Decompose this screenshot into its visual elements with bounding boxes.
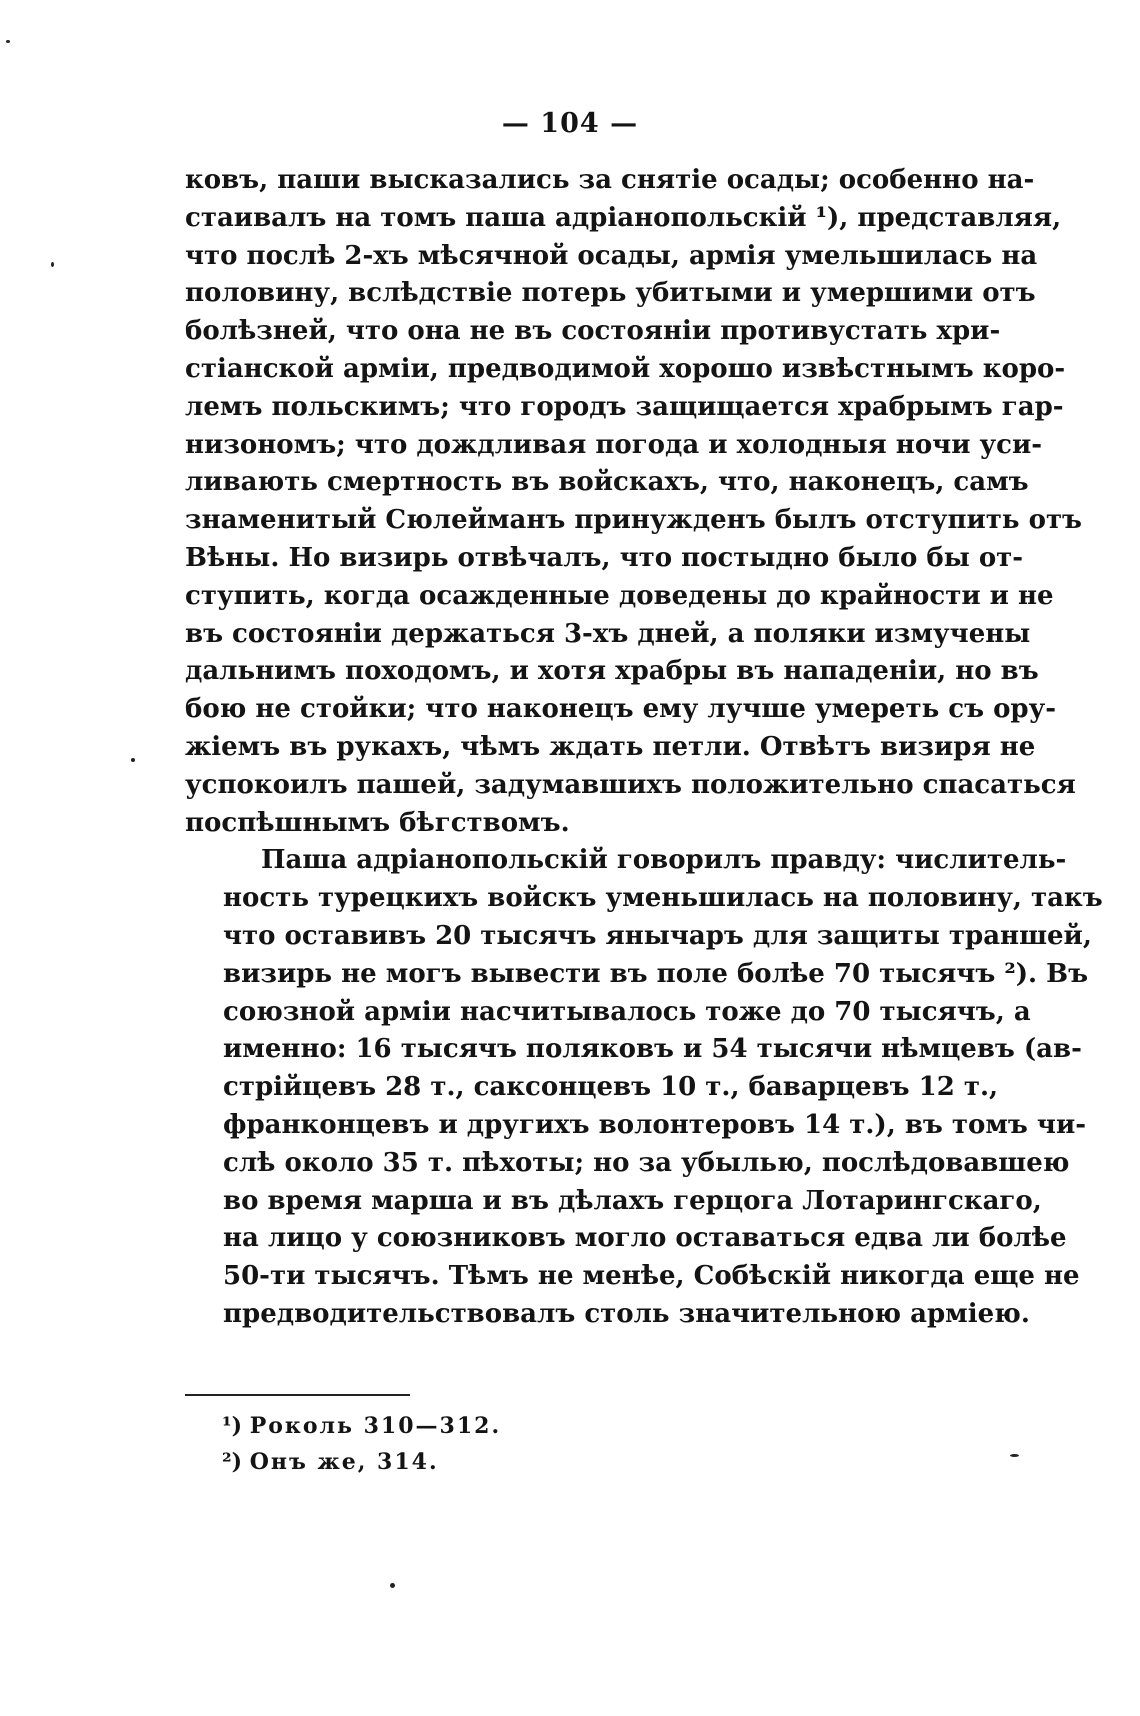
footnote-marker: ²) <box>222 1449 243 1475</box>
text-line: знаменитый Сюлейманъ принужденъ былъ отступить отъ <box>185 505 1082 536</box>
footnote-text: Роколь 310—312. <box>249 1413 502 1439</box>
text-line: именно: 16 тысячъ поляковъ и 54 тысячи нѣмцевъ (ав- <box>223 1034 1082 1065</box>
text-line: въ состояніи держаться 3-хъ дней, а поляки измучены <box>185 618 1031 649</box>
footnote-text: Онъ же, 314. <box>249 1449 439 1475</box>
scan-speck <box>51 262 54 267</box>
text-line: что послѣ 2-хъ мѣсячной осады, армія умельшилась на <box>185 240 1038 271</box>
footnotes <box>222 1408 501 1480</box>
text-line: успокоилъ пашей, задумавшихъ положительно спасаться <box>185 769 1076 800</box>
scan-speck <box>1010 1454 1019 1457</box>
text-line: франконцевъ и другихъ волонтеровъ 14 т.), въ томъ чи- <box>223 1109 1087 1140</box>
text-line: 50-ти тысячъ. Тѣмъ не менѣе, Собѣскій никогда еще не <box>223 1261 1080 1292</box>
text-line: лемъ польскимъ; что городъ защищается храбрымъ гар- <box>185 391 1064 422</box>
text-line: визирь не могъ вывести въ поле болѣе 70 тысячъ ²). Въ <box>223 958 1089 989</box>
text-line: ность турецкихъ войскъ уменьшилась на половину, такъ <box>223 883 1103 914</box>
paragraph-2 <box>185 842 1103 1333</box>
text-line: жіемъ въ рукахъ, чѣмъ ждать петли. Отвѣтъ визиря не <box>185 731 1036 762</box>
text-line: низономъ; что дождливая погода и холодныя ночи уси- <box>185 429 1043 460</box>
page-number: — 104 — <box>501 108 639 139</box>
paragraph-1 <box>185 162 1082 842</box>
text-line: поспѣшнымъ бѣгствомъ. <box>185 807 570 838</box>
text-line: ступить, когда осажденные доведены до крайности и не <box>185 580 1054 611</box>
footnote-divider <box>185 1394 410 1396</box>
footnote-2 <box>222 1444 501 1480</box>
text-line: болѣзней, что она не въ состояніи противустать хри- <box>185 316 1001 347</box>
text-line: стаивалъ на томъ паша адріанопольскій ¹), представляя, <box>185 202 1062 233</box>
text-line: стіанской арміи, предводимой хорошо извѣстнымъ коро- <box>185 353 1066 384</box>
text-line: предводительствовалъ столь значительною арміею. <box>223 1298 1030 1329</box>
text-line: бою не стойки; что наконецъ ему лучше умереть съ ору- <box>185 694 1057 725</box>
scan-speck <box>131 758 135 762</box>
footnote-marker: ¹) <box>222 1413 243 1439</box>
text-line: ковъ, паши высказались за снятіе осады; особенно на- <box>185 165 1035 195</box>
text-line: союзной арміи насчитывалось тоже до 70 тысячъ, а <box>223 996 1031 1027</box>
text-line: стрійцевъ 28 т., саксонцевъ 10 т., баварцевъ 12 т., <box>223 1072 999 1103</box>
text-line: на лицо у союзниковъ могло оставаться едва ли болѣе <box>223 1223 1067 1254</box>
scan-speck <box>390 1583 395 1588</box>
text-line: Паша адріанопольскій говорилъ правду: числитель- <box>261 845 1067 876</box>
footnote-1 <box>222 1408 501 1444</box>
text-line: Вѣны. Но визирь отвѣчалъ, что постыдно было бы от- <box>185 542 1024 573</box>
body-text <box>185 162 1103 1334</box>
text-line: ливають смертность въ войскахъ, что, наконецъ, самъ <box>185 467 1029 498</box>
text-line: дальнимъ походомъ, и хотя храбры въ нападеніи, но въ <box>185 656 1039 687</box>
text-line: половину, вслѣдствіе потерь убитыми и умершими отъ <box>185 278 1036 309</box>
scan-speck <box>6 40 10 43</box>
text-line: что оставивъ 20 тысячъ янычаръ для защиты траншей, <box>223 920 1092 951</box>
text-line: во время марша и въ дѣлахъ герцога Лотарингскаго, <box>223 1185 1042 1216</box>
text-line: слѣ около 35 т. пѣхоты; но за убылью, послѣдовавшею <box>223 1147 1070 1178</box>
